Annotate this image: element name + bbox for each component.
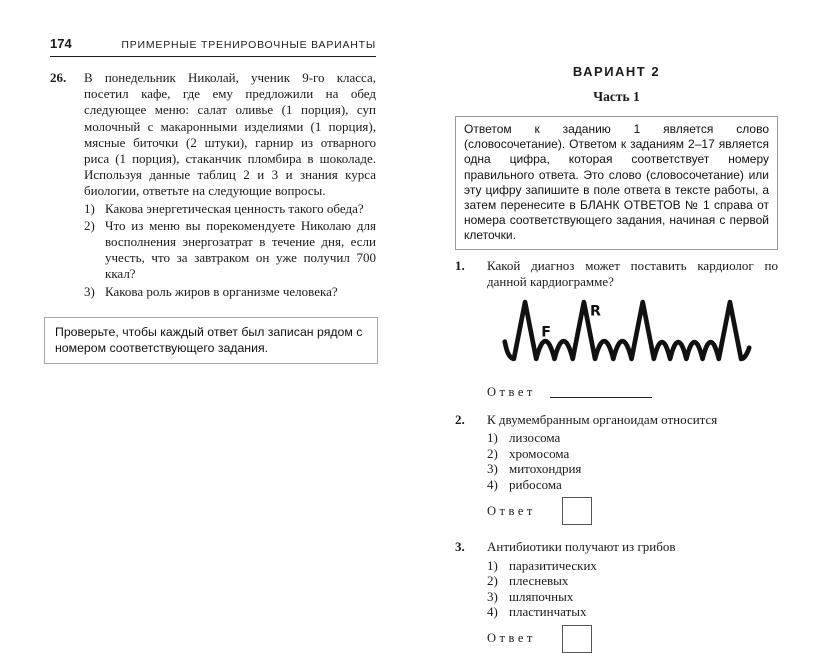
question-2-option-3-number: 3) [487,461,498,477]
subquestion-2 [84,218,376,283]
question-3-option-1 [487,558,778,574]
question-1-answer-line [550,386,652,398]
question-3-answer-label: Ответ [487,631,536,646]
cardiogram-label-f: F [541,324,551,341]
question-3-option-2-text: плесневых [509,573,569,589]
question-3-option-1-text: паразитических [509,557,597,573]
subquestion-3-text: Какова роль жиров в организме человека? [105,283,338,299]
question-2-option-4-number: 4) [487,476,498,492]
left-page [50,36,376,364]
question-2-option-3-text: митохондрия [509,461,582,477]
question-3-answer-row [487,625,778,653]
subquestion-1 [84,201,376,217]
cardiogram-image [500,297,755,368]
question-3-number: 3. [455,539,465,555]
question-2-option-1-text: лизосома [509,430,561,446]
page-number: 174 [50,36,72,51]
question-1-answer-row [487,385,778,400]
question-2-option-1-number: 1) [487,430,498,446]
question-3-option-2 [487,573,778,589]
question-1 [455,258,778,291]
question-3-option-2-number: 2) [487,573,498,589]
question-26 [50,70,376,300]
question-3-option-3-number: 3) [487,588,498,604]
question-2-option-1 [487,430,778,446]
note-box: Проверьте, чтобы каждый ответ был записан рядом с номером соответствующего задания. [44,317,378,364]
question-2-answer-box [562,497,592,525]
cardiogram-label-r: R [589,302,601,319]
question-1-text: Какой диагноз может поставить кардиолог по данной кардиограмме? [487,257,778,290]
subquestion-3-number: 3) [84,283,95,299]
question-3-answer-box [562,625,592,653]
question-2-option-4-text: рибосома [509,476,562,492]
question-26-text: В понедельник Николай, ученик 9-го класса, посетил кафе, где ему предложили на обед следующее меню: салат оливье (1 порция), суп молочный с макаронными изделиями (1 порция), мясные биточки (2 штуки), гарнир из отварного риса (1 порция), стаканчик пломбира в шоколаде. Используя данные таблиц 2 и 3 и знания курса биологии, ответьте на следующие вопросы. [84,70,376,199]
question-3-option-3-text: шляпочных [509,588,574,604]
question-2-option-2 [487,446,778,462]
question-3-option-3 [487,589,778,605]
question-3-option-4-text: пластинчатых [509,604,587,620]
question-26-body [84,70,376,300]
question-2-option-4 [487,477,778,493]
subquestion-3 [84,284,376,300]
instruction-box: Ответом к заданию 1 является слово (словосочетание). Ответом к заданиям 2–17 является одна цифра, которая соответствует номеру правильного ответа. Это слово (словосочетание) или эту цифру запишите в поле ответа в тексте работы, а затем перенесите в БЛАНК ОТВЕТОВ № 1 справа от номера соответствующего задания, начиная с первой клеточки. [455,116,778,250]
variant-title: ВАРИАНТ 2 [572,64,661,79]
right-page [455,60,778,653]
question-2-option-3 [487,461,778,477]
question-3-text: Антибиотики получают из грибов [487,539,676,555]
running-header [50,36,376,57]
subquestion-2-text: Что из меню вы порекомендуете Николаю для восполнения энергозатрат в течение дня, если учесть, что за завтраком он уже получил 700 ккал? [105,217,376,282]
subquestion-1-text: Какова энергетическая ценность такого обеда? [105,200,364,216]
running-header-title: ПРИМЕРНЫЕ ТРЕНИРОВОЧНЫЕ ВАРИАНТЫ [121,39,376,51]
question-3-option-4 [487,604,778,620]
question-2-answer-row [487,497,778,525]
question-26-number: 26. [50,70,67,85]
question-3-option-1-number: 1) [487,557,498,573]
part-title: Часть 1 [593,89,640,104]
question-3 [455,539,778,556]
question-2 [455,412,778,429]
question-2-option-2-text: хромосома [509,445,570,461]
question-2-answer-label: Ответ [487,503,536,518]
cardiogram-figure [500,297,778,373]
subquestion-1-number: 1) [84,200,95,216]
question-2-number: 2. [455,411,465,427]
question-3-option-4-number: 4) [487,604,498,620]
question-1-number: 1. [455,257,465,273]
question-2-text: К двумембранным органоидам относится [487,411,718,427]
question-1-answer-label: Ответ [487,384,536,399]
subquestion-2-number: 2) [84,217,95,233]
question-2-option-2-number: 2) [487,445,498,461]
